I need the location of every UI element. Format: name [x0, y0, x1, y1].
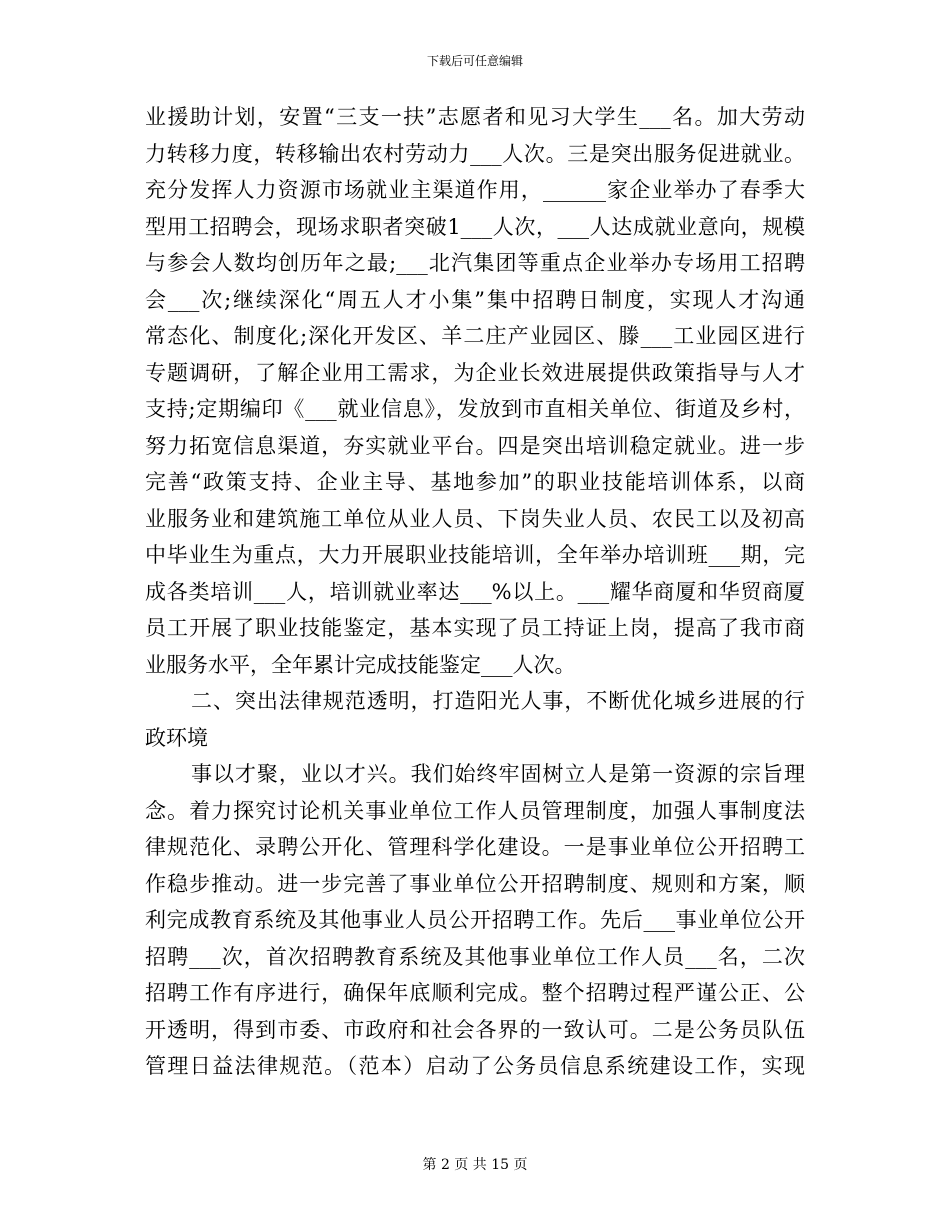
text-line: 事以才聚，业以才兴。我们始终牢固树立人是第一资源的宗旨理 — [191, 762, 805, 786]
text-line: 支持;定期编印《___就业信息》，发放到市直相关单位、街道及乡村， — [145, 397, 805, 421]
text-line: 力转移力度，转移输出农村劳动力___人次。三是突出服务促进就业。 — [145, 141, 805, 166]
text-line: 努力拓宽信息渠道，夯实就业平台。四是突出培训稳定就业。进一步 — [145, 433, 805, 458]
text-line: 完善“政策支持、企业主导、基地参加”的职业技能培训体系，以商 — [145, 470, 805, 494]
page-number-footer: 第 2 页 共 15 页 — [422, 1157, 528, 1173]
text-line: 管理日益法律规范。（范本）启动了公务员信息系统建设工作，实现 — [145, 1054, 805, 1078]
document-body — [145, 99, 805, 1085]
text-line: 型用工招聘会，现场求职者突破1___人次，___人达成就业意向，规模 — [145, 214, 805, 239]
text-line: 二、突出法律规范透明，打造阳光人事，不断优化城乡进展的行 — [191, 689, 805, 713]
text-line: 常态化、制度化;深化开发区、羊二庄产业园区、滕___工业园区进行 — [145, 324, 805, 348]
text-line: 开透明，得到市委、市政府和社会各界的一致认可。二是公务员队伍 — [145, 1017, 805, 1042]
page-header-note: 下载后可任意编辑 — [426, 54, 523, 68]
text-line: 招聘工作有序进行，确保年底顺利完成。整个招聘过程严谨公正、公 — [145, 981, 805, 1005]
text-line: 政环境 — [145, 725, 208, 750]
text-line: 作稳步推动。进一步完善了事业单位公开招聘制度、规则和方案，顺 — [145, 871, 805, 896]
text-line: 业援助计划，安置“三支一扶”志愿者和见习大学生___名。加大劳动 — [145, 105, 805, 129]
text-line: 会___次;继续深化“周五人才小集”集中招聘日制度，实现人才沟通 — [145, 287, 805, 312]
text-line: 与参会人数均创历年之最;___北汽集团等重点企业举办专场用工招聘 — [145, 251, 805, 275]
text-line: 招聘___次，首次招聘教育系统及其他事业单位工作人员___名，二次 — [145, 944, 805, 969]
text-line: 中毕业生为重点，大力开展职业技能培训，全年举办培训班___期，完 — [145, 543, 805, 567]
text-line: 业服务水平，全年累计完成技能鉴定___人次。 — [145, 652, 576, 677]
text-line: 充分发挥人力资源市场就业主渠道作用，______家企业举办了春季大 — [145, 178, 805, 202]
text-line: 念。着力探究讨论机关事业单位工作人员管理制度，加强人事制度法 — [145, 798, 805, 823]
text-line: 利完成教育系统及其他事业人员公开招聘工作。先后___事业单位公开 — [145, 908, 805, 932]
text-line: 专题调研，了解企业用工需求，为企业长效进展提供政策指导与人才 — [145, 360, 805, 385]
text-line: 业服务业和建筑施工单位从业人员、下岗失业人员、农民工以及初高 — [145, 506, 805, 531]
text-line: 成各类培训___人，培训就业率达___%以上。___耀华商厦和华贸商厦 — [145, 579, 805, 604]
text-line: 员工开展了职业技能鉴定，基本实现了员工持证上岗，提高了我市商 — [145, 616, 805, 640]
text-line: 律规范化、录聘公开化、管理科学化建设。一是事业单位公开招聘工 — [145, 835, 805, 859]
